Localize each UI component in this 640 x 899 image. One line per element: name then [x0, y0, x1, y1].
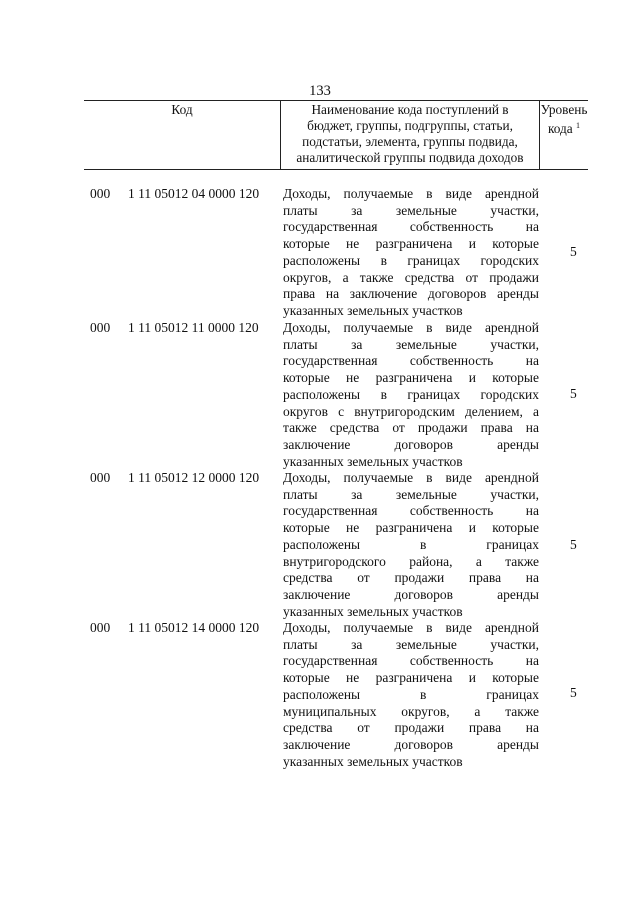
- description-line: [283, 337, 539, 354]
- description-word: продажи: [417, 420, 468, 436]
- description-word: на: [525, 420, 539, 436]
- description-word: Доходы,: [283, 470, 331, 485]
- description-word: указанных земельных участков: [283, 302, 463, 318]
- description-word: договоров: [394, 436, 453, 452]
- description-word: не: [346, 236, 360, 252]
- description-word: участки,: [490, 486, 539, 502]
- description-line: [283, 754, 539, 771]
- description-word: получаемые: [343, 186, 414, 201]
- description-word: права: [480, 420, 513, 436]
- description-word: продажи: [489, 269, 539, 285]
- admin-code: 000: [90, 320, 111, 335]
- description-word: заключение: [283, 736, 351, 752]
- description-word: платы: [283, 202, 318, 218]
- description-word: получаемые: [343, 620, 414, 635]
- description-word: не: [346, 670, 360, 686]
- description-line: [283, 420, 539, 437]
- description-line: [283, 737, 539, 754]
- description-word: Доходы,: [283, 620, 331, 635]
- description-word: границах: [407, 252, 461, 268]
- description-word: собственность: [409, 219, 494, 235]
- description-word: которые: [283, 370, 330, 386]
- description-word: с: [338, 403, 345, 419]
- description-word: а: [475, 553, 482, 569]
- description-line: [283, 404, 539, 421]
- description-word: которые: [283, 670, 330, 686]
- description-line: [283, 437, 539, 454]
- description-word: которые: [492, 370, 539, 386]
- description-word: заключение: [349, 286, 418, 302]
- description-word: аренды: [497, 736, 539, 752]
- description-word: не: [346, 520, 360, 536]
- description-line: [283, 637, 539, 654]
- description-word: виде: [445, 470, 472, 485]
- description-word: в: [380, 386, 387, 402]
- description-word: участки,: [490, 636, 539, 652]
- description-word: договоров: [394, 586, 453, 602]
- budget-code: 1 11 05012 11 0000 120: [128, 320, 259, 335]
- description-line: [283, 286, 539, 303]
- description-word: и: [468, 370, 476, 386]
- description-word: от: [465, 269, 478, 285]
- header-name-line: бюджет, группы, подгруппы, статьи,: [307, 118, 513, 133]
- description-word: расположены: [283, 252, 361, 268]
- description-line: [283, 587, 539, 604]
- budget-code: 1 11 05012 04 0000 120: [128, 186, 260, 201]
- description-word: также: [505, 553, 539, 569]
- row-level: 5: [570, 244, 577, 259]
- description-word: виде: [445, 186, 472, 201]
- description-line: [283, 270, 539, 287]
- description-word: границах: [407, 386, 461, 402]
- description-word: собственность: [409, 503, 494, 519]
- description-word: средства: [329, 420, 380, 436]
- description-word: расположены: [283, 536, 361, 552]
- description-word: на: [325, 286, 340, 302]
- description-word: арендной: [484, 320, 539, 335]
- description-word: в: [420, 536, 427, 552]
- description-line: [283, 520, 539, 537]
- description-word: разграничена: [375, 670, 453, 686]
- description-word: собственность: [409, 353, 494, 369]
- row-description: [283, 186, 539, 320]
- description-word: в: [426, 470, 433, 485]
- description-line: [283, 353, 539, 370]
- description-word: делением,: [464, 403, 523, 419]
- description-word: получаемые: [343, 470, 414, 485]
- description-word: государственная: [283, 219, 378, 235]
- description-word: за: [351, 202, 363, 218]
- row-description: [283, 470, 539, 620]
- description-word: земельные: [395, 202, 457, 218]
- description-word: расположены: [283, 686, 361, 702]
- description-word: земельные: [395, 486, 457, 502]
- description-word: которые: [492, 520, 539, 536]
- description-word: округов,: [401, 703, 450, 719]
- description-line: [283, 670, 539, 687]
- description-word: также: [283, 420, 317, 436]
- description-word: средства: [283, 570, 333, 586]
- description-word: а: [474, 703, 481, 719]
- description-word: расположены: [283, 386, 361, 402]
- row-level: 5: [570, 386, 577, 401]
- description-word: за: [351, 336, 363, 352]
- description-word: которые: [492, 670, 539, 686]
- description-line: [283, 387, 539, 404]
- description-line: [283, 570, 539, 587]
- description-word: продажи: [394, 720, 445, 736]
- description-word: арендной: [484, 186, 539, 201]
- description-word: внутригородского: [283, 553, 386, 569]
- budget-code: 1 11 05012 14 0000 120: [128, 620, 260, 635]
- description-word: государственная: [283, 353, 378, 369]
- header-level-footnote: 1: [576, 121, 581, 130]
- description-word: от: [357, 570, 370, 586]
- description-word: аренды: [497, 286, 539, 302]
- description-line: [283, 687, 539, 704]
- description-word: внутригородским: [354, 403, 455, 419]
- description-line: [283, 604, 539, 621]
- description-word: участки,: [490, 202, 539, 218]
- description-word: виде: [445, 620, 472, 635]
- header-name: [281, 102, 539, 166]
- description-word: за: [351, 486, 363, 502]
- description-word: округов: [283, 403, 328, 419]
- budget-code: 1 11 05012 12 0000 120: [128, 470, 260, 485]
- description-word: округов,: [283, 269, 332, 285]
- description-line: [283, 303, 539, 320]
- description-word: границах: [486, 536, 539, 552]
- row-level: 5: [570, 685, 577, 700]
- header-name-line: Наименование кода поступлений в: [311, 102, 509, 117]
- description-word: от: [392, 420, 405, 436]
- description-word: а: [342, 269, 349, 285]
- description-line: [283, 320, 539, 337]
- description-word: и: [468, 520, 476, 536]
- description-word: муниципальных: [283, 703, 377, 719]
- admin-code: 000: [90, 470, 111, 485]
- description-line: [283, 186, 539, 203]
- description-line: [283, 537, 539, 554]
- description-line: [283, 487, 539, 504]
- description-word: заключение: [283, 586, 351, 602]
- description-word: земельные: [395, 636, 457, 652]
- table-header: [84, 100, 588, 170]
- row-level: 5: [570, 537, 577, 552]
- description-line: [283, 620, 539, 637]
- description-word: указанных земельных участков: [283, 603, 463, 619]
- description-line: [283, 253, 539, 270]
- description-word: договоров: [427, 286, 487, 302]
- description-word: права: [468, 570, 502, 586]
- description-word: указанных земельных участков: [283, 753, 463, 769]
- description-line: [283, 454, 539, 471]
- page-number: 133: [309, 83, 331, 99]
- description-word: права: [468, 720, 502, 736]
- description-word: в: [426, 186, 433, 201]
- description-word: арендной: [484, 620, 539, 635]
- description-word: Доходы,: [283, 320, 331, 335]
- description-word: земельные: [395, 336, 457, 352]
- description-word: также: [359, 269, 394, 285]
- description-word: на: [525, 570, 539, 586]
- description-word: также: [505, 703, 539, 719]
- description-line: [283, 203, 539, 220]
- description-word: разграничена: [375, 520, 453, 536]
- description-word: на: [525, 653, 539, 669]
- description-word: района,: [409, 553, 453, 569]
- admin-code: 000: [90, 186, 111, 201]
- description-word: разграничена: [375, 236, 453, 252]
- description-word: средства: [404, 269, 455, 285]
- description-word: на: [525, 353, 539, 369]
- description-word: права: [283, 286, 316, 302]
- description-word: в: [426, 320, 433, 335]
- header-level: [540, 102, 588, 137]
- row-description: [283, 320, 539, 470]
- row-description: [283, 620, 539, 770]
- description-word: которые: [492, 236, 539, 252]
- description-word: которые: [283, 520, 330, 536]
- description-word: в: [420, 686, 427, 702]
- description-word: средства: [283, 720, 333, 736]
- description-line: [283, 503, 539, 520]
- admin-code: 000: [90, 620, 111, 635]
- description-line: [283, 236, 539, 253]
- description-word: разграничена: [375, 370, 453, 386]
- header-level-line: кода $^1$: [547, 121, 581, 136]
- description-word: платы: [283, 486, 318, 502]
- description-word: участки,: [490, 336, 539, 352]
- description-word: а: [533, 403, 539, 419]
- description-word: государственная: [283, 503, 378, 519]
- description-word: заключение: [283, 436, 351, 452]
- description-word: договоров: [394, 736, 453, 752]
- header-level-line: Уровень: [540, 102, 588, 117]
- description-word: указанных земельных участков: [283, 453, 463, 469]
- description-word: Доходы,: [283, 186, 331, 201]
- description-word: арендной: [484, 470, 539, 485]
- description-line: [283, 470, 539, 487]
- description-word: на: [525, 720, 539, 736]
- description-word: от: [357, 720, 370, 736]
- description-word: платы: [283, 636, 318, 652]
- description-line: [283, 720, 539, 737]
- description-word: не: [346, 370, 360, 386]
- description-word: за: [351, 636, 363, 652]
- description-word: собственность: [409, 653, 494, 669]
- description-word: государственная: [283, 653, 378, 669]
- description-line: [283, 554, 539, 571]
- description-word: и: [468, 236, 476, 252]
- description-line: [283, 653, 539, 670]
- description-word: платы: [283, 336, 318, 352]
- description-word: на: [525, 219, 539, 235]
- description-word: аренды: [497, 436, 539, 452]
- description-word: и: [468, 670, 476, 686]
- description-word: на: [525, 503, 539, 519]
- header-name-line: аналитической группы подвида доходов: [296, 150, 524, 165]
- header-code: Код: [171, 102, 193, 117]
- description-line: [283, 704, 539, 721]
- description-line: [283, 219, 539, 236]
- header-name-line: подстатьи, элемента, группы подвида,: [302, 134, 518, 149]
- description-word: в: [426, 620, 433, 635]
- description-word: границах: [486, 686, 539, 702]
- description-word: продажи: [394, 570, 445, 586]
- description-word: городских: [480, 252, 539, 268]
- description-word: виде: [445, 320, 472, 335]
- description-word: в: [380, 252, 387, 268]
- description-word: городских: [480, 386, 539, 402]
- description-word: получаемые: [343, 320, 414, 335]
- description-line: [283, 370, 539, 387]
- description-word: аренды: [497, 586, 539, 602]
- description-word: которые: [283, 236, 330, 252]
